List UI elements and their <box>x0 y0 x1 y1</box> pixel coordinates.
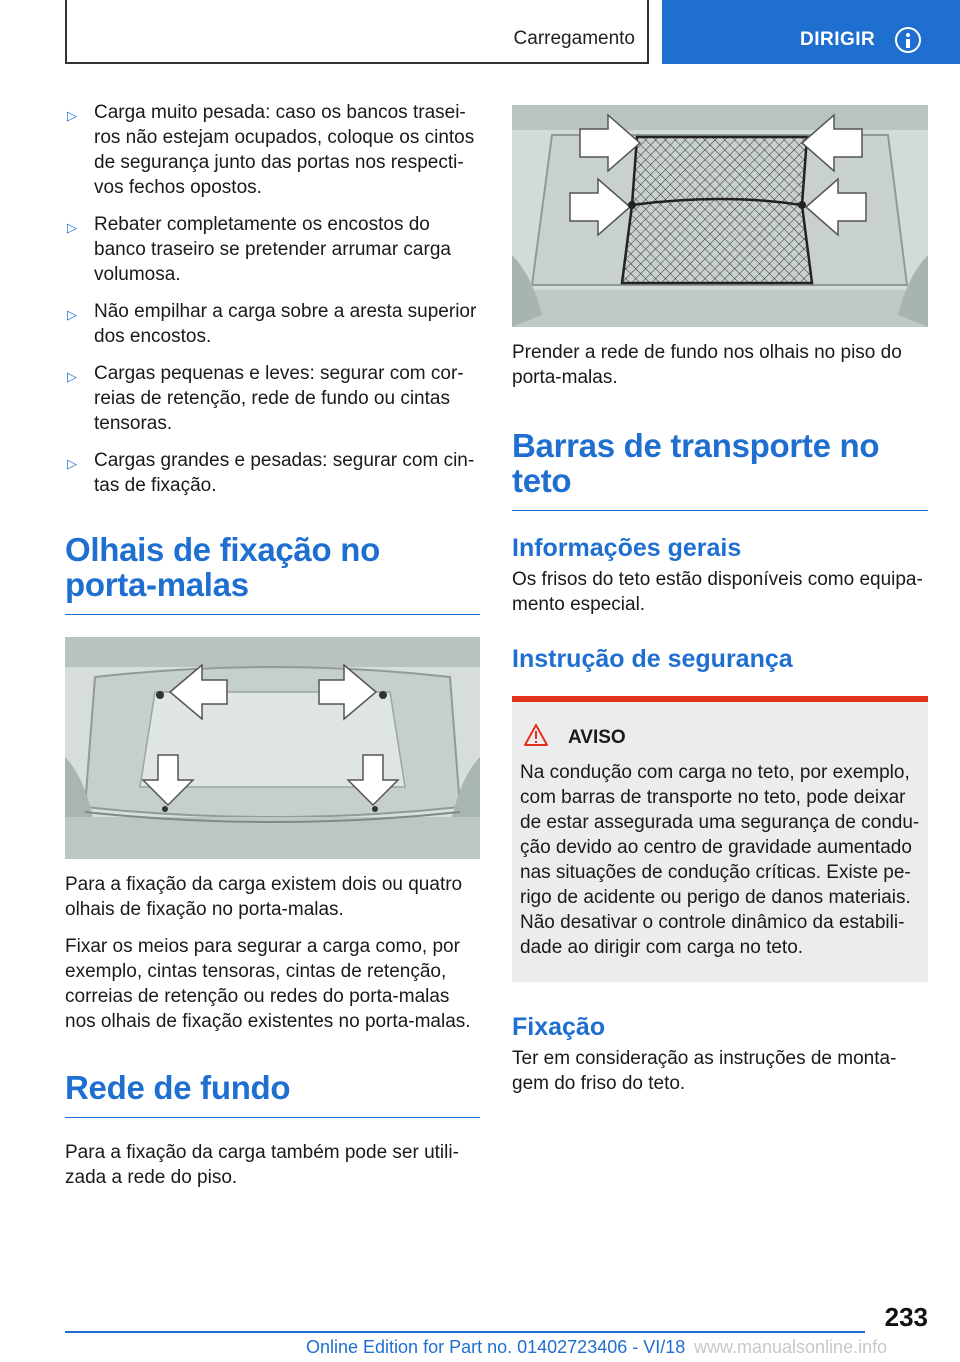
footer-edition <box>306 1337 888 1358</box>
loading-tips-list <box>65 100 480 498</box>
list-item: ▷ Rebater completamente os encostos do banco traseiro se pretender arrumar carga volumosa. <box>67 214 451 285</box>
triangle-bullet-icon: ▷ <box>67 369 77 384</box>
header-chapter-tab[interactable] <box>662 0 960 64</box>
triangle-bullet-icon: ▷ <box>67 220 77 235</box>
floor-net-caption: Prender a rede de fundo nos olhais no piso do porta-malas. <box>512 342 902 388</box>
tie-down-eyes-paragraph-1: Para a fixação da carga existem dois ou quatro olhais de fixação no porta-malas. <box>65 874 463 920</box>
tie-down-eyes-paragraph-2: Fixar os meios para segurar a carga como, por exemplo, cintas tensoras, cintas de retenção, correias de retenção ou redes do porta-malas nos olhais de fixação existentes no porta-malas. <box>65 936 471 1032</box>
warning-title: AVISO <box>568 727 626 748</box>
subsection-title-fixation: Fixação <box>512 1013 606 1041</box>
header-chapter-label: DIRIGIR <box>800 29 876 50</box>
general-info-paragraph: Os frisos do teto estão disponíveis como equipa-mento especial. <box>512 569 923 615</box>
page-number: 233 <box>884 1302 928 1332</box>
footer-edition-text: Online Edition for Part no. 01402723406 - VI/18 <box>306 1337 686 1357</box>
subsection-title-general-info: Informações gerais <box>512 534 742 562</box>
subsection-title-safety: Instrução de segurança <box>512 645 793 673</box>
floor-net-illustration <box>512 105 928 327</box>
header-section-box <box>65 0 649 64</box>
list-item: ▷ Cargas grandes e pesadas: segurar com cin-tas de fixação. <box>67 450 475 496</box>
footer-watermark: www.manualsonline.info <box>694 1337 888 1357</box>
warning-header <box>520 724 920 752</box>
left-column <box>65 100 480 1190</box>
triangle-bullet-icon: ▷ <box>67 108 77 123</box>
section-title-floor-net: Rede de fundo <box>65 1070 480 1118</box>
header-section-title: Carregamento <box>513 28 635 49</box>
footer-rule <box>65 1331 865 1333</box>
warning-box <box>512 696 928 982</box>
triangle-bullet-icon: ▷ <box>67 456 77 471</box>
section-title-tie-down-eyes: Olhais de fixação no porta-malas <box>65 532 480 615</box>
warning-text: Na condução com carga no teto, por exemplo, com barras de transporte no teto, pode deixar de estar assegurada uma segurança de condu-ção devido ao centro de gravidade aumentado nas situações de condução críticas. Existe pe-rigo de acidente ou perigo de danos materiais. Não desativar o controle dinâmico da estabili-dade ao dirigir com carga no teto. <box>520 762 920 958</box>
warning-triangle-icon <box>524 724 548 752</box>
info-circle-icon[interactable] <box>895 27 921 53</box>
fixation-paragraph: Ter em consideração as instruções de monta-gem do friso do teto. <box>512 1048 897 1094</box>
section-title-roof-rack: Barras de transporte no teto <box>512 428 928 511</box>
list-item: ▷ Não empilhar a carga sobre a aresta superior dos encostos. <box>67 301 477 347</box>
list-item: ▷ Carga muito pesada: caso os bancos trasei-ros não estejam ocupados, coloque os cintos de segurança junto das portas nos respecti-vos fechos opostos. <box>67 102 475 198</box>
trunk-tie-down-eyes-illustration <box>65 637 480 859</box>
floor-net-paragraph: Para a fixação da carga também pode ser utili-zada a rede do piso. <box>65 1142 459 1188</box>
list-item: ▷ Cargas pequenas e leves: segurar com cor-reias de retenção, rede de fundo ou cintas tensoras. <box>67 363 464 434</box>
triangle-bullet-icon: ▷ <box>67 307 77 322</box>
right-column <box>512 105 928 1096</box>
